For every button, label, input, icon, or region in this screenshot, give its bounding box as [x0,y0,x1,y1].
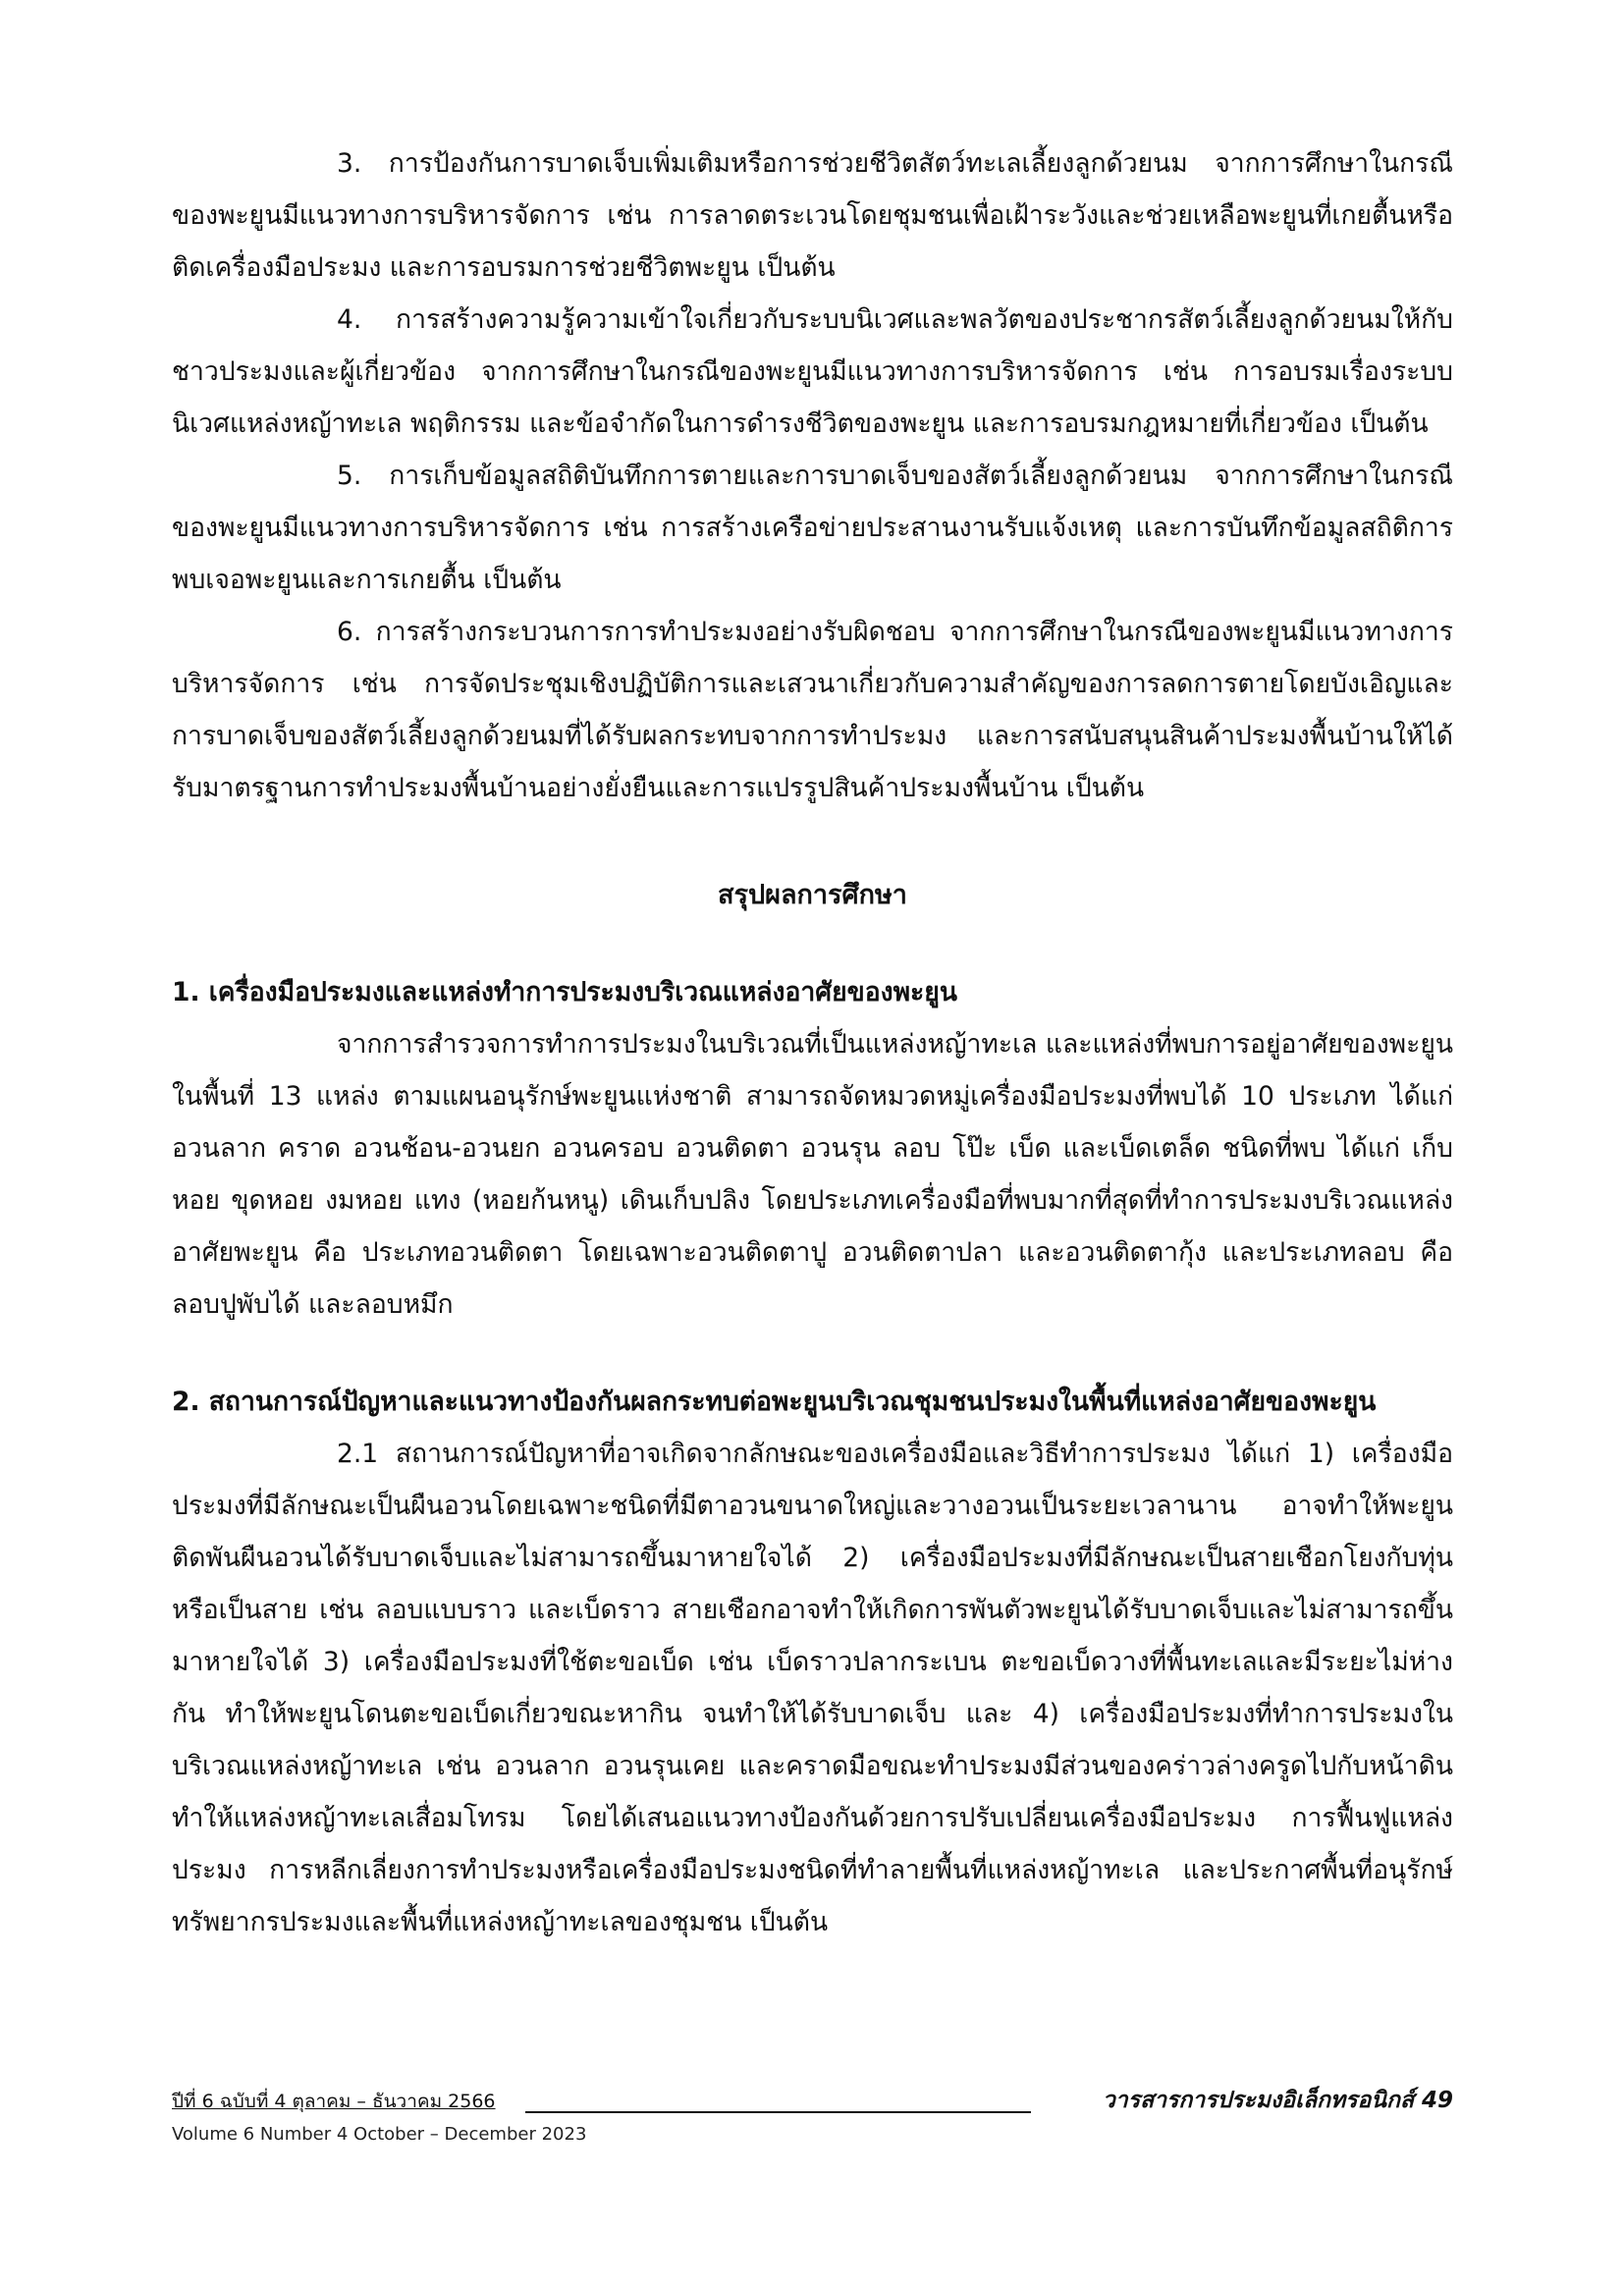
spacer [172,1331,1453,1376]
heading-problems-guidelines: 2. สถานการณ์ปัญหาและแนวทางป้องกันผลกระทบต่อพะยูนบริเวณชุมชนประมงในพื้นที่แหล่งอาศัยของพะยูน [172,1387,1377,1417]
paragraph-problems-guidelines: 2.1 สถานการณ์ปัญหาที่อาจเกิดจากลักษณะของเครื่องมือและวิธีทำการประมง ได้แก่ 1) เครื่องมือประมงที่มีลักษณะเป็นผืนอวนโดยเฉพาะชนิดที่มีตาอวนขนาดใหญ่และวางอวนเป็นระยะเวลานาน อาจทำให้พะยูนติดพันผืนอวนได้รับบาดเจ็บและไม่สามารถขึ้นมาหายใจได้ 2) เครื่องมือประมงที่มีลักษณะเป็นสายเชือกโยงกับทุ่น หรือเป็นสาย เช่น ลอบแบบราว และเบ็ดราว สายเชือกอาจทำให้เกิดการพันตัวพะยูนได้รับบาดเจ็บและไม่สามารถขึ้นมาหายใจได้ 3) เครื่องมือประมงที่ใช้ตะขอเบ็ด เช่น เบ็ดราวปลากระเบน ตะขอเบ็ดวางที่พื้นทะเลและมีระยะไม่ห่างกัน ทำให้พะยูนโดนตะขอเบ็ดเกี่ยวขณะหากิน จนทำให้ได้รับบาดเจ็บ และ 4) เครื่องมือประมงที่ทำการประมงในบริเวณแหล่งหญ้าทะเล เช่น อวนลาก อวนรุนเคย และคราดมือขณะทำประมงมีส่วนของคร่าวล่างครูดไปกับหน้าดิน ทำให้แหล่งหญ้าทะเลเสื่อมโทรม โดยได้เสนอแนวทางป้องกันด้วยการปรับเปลี่ยนเครื่องมือประมง การฟื้นฟูแหล่งประมง การหลีกเลี่ยงการทำประมงหรือเครื่องมือประมงชนิดที่ทำลายพื้นที่แหล่งหญ้าทะเล และประกาศพื้นที่อนุรักษ์ทรัพยากรประมงและพื้นที่แหล่งหญ้าทะเลของชุมชน เป็นต้น [172,1439,1453,1937]
paragraph-fishing-gear: จากการสำรวจการทำการประมงในบริเวณที่เป็นแหล่งหญ้าทะเล และแหล่งที่พบการอยู่อาศัยของพะยูน ในพื้นที่ 13 แหล่ง ตามแผนอนุรักษ์พะยูนแห่งชาติ สามารถจัดหมวดหมู่เครื่องมือประมงที่พบได้ 10 ประเภท ได้แก่ อวนลาก คราด อวนช้อน-อวนยก อวนครอบ อวนติดตา อวนรุน ลอบ โป๊ะ เบ็ด และเบ็ดเตล็ด ชนิดที่พบ ได้แก่ เก็บหอย ขุดหอย งมหอย แทง (หอยก้นหนู) เดินเก็บปลิง โดยประเภทเครื่องมือที่พบมากที่สุดที่ทำการประมงบริเวณแหล่งอาศัยพะยูน คือ ประเภทอวนติดตา โดยเฉพาะอวนติดตาปู อวนติดตาปลา และอวนติดตากุ้ง และประเภทลอบ คือ ลอบปูพับได้ และลอบหมึก [172,1029,1453,1320]
footer-issue-thai: ปีที่ 6 ฉบับที่ 4 ตุลาคม – ธันวาคม 2566 [172,2091,496,2112]
footer-rule [525,2111,1031,2113]
section-title: สรุปผลการศึกษา [718,880,907,910]
paragraph-item-5: 5. การเก็บข้อมูลสถิติบันทึกการตายและการบาดเจ็บของสัตว์เลี้ยงลูกด้วยนม จากการศึกษาในกรณีของพะยูนมีแนวทางการบริหารจัดการ เช่น การสร้างเครือข่ายประสานงานรับแจ้งเหตุ และการบันทึกข้อมูลสถิติการพบเจอพะยูนและการเกยตื้น เป็นต้น [172,461,1453,595]
article-body [172,137,1453,1948]
footer-issue-english: Volume 6 Number 4 October – December 2023 [172,2124,587,2145]
paragraph-item-3: 3. การป้องกันการบาดเจ็บเพิ่มเติมหรือการช่วยชีวิตสัตว์ทะเลเลี้ยงลูกด้วยนม จากการศึกษาในกรณีของพะยูนมีแนวทางการบริหารจัดการ เช่น การลาดตระเวนโดยชุมชนเพื่อเฝ้าระวังและช่วยเหลือพะยูนที่เกยตื้นหรือติดเครื่องมือประมง และการอบรมการช่วยชีวิตพะยูน เป็นต้น [172,148,1453,283]
paragraph-item-6: 6. การสร้างกระบวนการการทำประมงอย่างรับผิดชอบ จากการศึกษาในกรณีของพะยูนมีแนวทางการบริหารจัดการ เช่น การจัดประชุมเชิงปฏิบัติการและเสวนาเกี่ยวกับความสำคัญของการลดการตายโดยบังเอิญและการบาดเจ็บของสัตว์เลี้ยงลูกด้วยนมที่ได้รับผลกระทบจากการทำประมง และการสนับสนุนสินค้าประมงพื้นบ้านให้ได้รับมาตรฐานการทำประมงพื้นบ้านอย่างยั่งยืนและการแปรรูปสินค้าประมงพื้นบ้าน เป็นต้น [172,617,1453,803]
paragraph-item-4: 4. การสร้างความรู้ความเข้าใจเกี่ยวกับระบบนิเวศและพลวัตของประชากรสัตว์เลี้ยงลูกด้วยนมให้กับชาวประมงและผู้เกี่ยวข้อง จากการศึกษาในกรณีของพะยูนมีแนวทางการบริหารจัดการ เช่น การอบรมเรื่องระบบนิเวศแหล่งหญ้าทะเล พฤติกรรม และข้อจำกัดในการดำรงชีวิตของพะยูน และการอบรมกฎหมายที่เกี่ยวข้อง เป็นต้น [172,304,1453,439]
page-footer [172,2085,1453,2145]
footer-row [172,2085,1453,2118]
heading-fishing-gear: 1. เครื่องมือประมงและแหล่งทำการประมงบริเวณแหล่งอาศัยของพะยูน [172,977,957,1007]
footer-journal-page: วารสารการประมงอิเล็กทรอนิกส์ 49 [1102,2088,1453,2113]
